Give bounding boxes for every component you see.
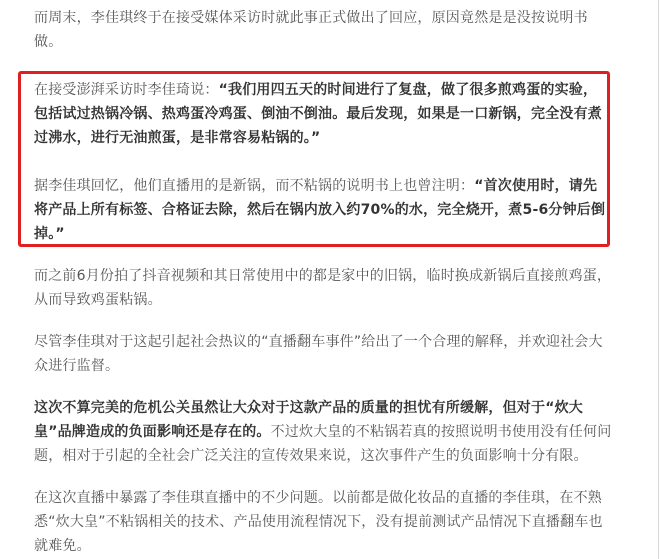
paragraph-response xyxy=(34,6,614,54)
paragraph-crisis-pr xyxy=(34,396,614,468)
quote-interview-bold: “我们用四五天的时间进行了复盘，做了很多煎鸡蛋的实验，包括试过热锅冷锅、热鸡蛋冷鸡蛋、倒油不倒油。最后发现，如果是一口新锅，完全没有煮过沸水，进行无油煎蛋，是非常容易粘锅的。” xyxy=(34,82,602,146)
quote-manual-bold: “首次使用时，请先将产品上所有标签、合格证去除，然后在锅内放入约70%的水，完全烧开，煮5-6分钟后倒掉。” xyxy=(34,178,606,242)
paragraph-explanation xyxy=(34,330,614,378)
crisis-pr-bold: 这次不算完美的危机公关虽然让大众对于这款产品的质量的担忧有所缓解，但对于“炊大皇”品牌造成的负面影响还是存在的。 xyxy=(34,400,583,440)
paragraph-issues-text: 在这次直播中暴露了李佳琪直播中的不少问题。以前都是做化妆品的直播的李佳琪，在不熟悉“炊大皇”不粘锅相关的技术、产品使用流程情况下，没有提前测试产品情况下直播翻车也就难免。 xyxy=(34,490,603,554)
paragraph-old-pan-text: 而之前6月份拍了抖音视频和其日常使用中的都是家中的旧锅，临时换成新锅后直接煎鸡蛋，从而导致鸡蛋粘锅。 xyxy=(34,268,612,308)
paragraph-response-text: 而周末，李佳琪终于在接受媒体采访时就此事正式做出了回应，原因竟然是是没按说明书做。 xyxy=(34,10,588,50)
quote-interview-lead: 在接受澎湃采访时李佳琦说： xyxy=(34,82,219,98)
paragraph-old-pan xyxy=(34,264,614,312)
right-border-line xyxy=(658,0,659,559)
quote-manual-lead: 据李佳琪回忆，他们直播用的是新锅，而不粘锅的说明书上也曾注明： xyxy=(34,178,475,194)
paragraph-explanation-text: 尽管李佳琪对于这起引起社会热议的“直播翻车事件”给出了一个合理的解释，并欢迎社会大众进行监督。 xyxy=(34,334,603,374)
paragraph-quote-interview xyxy=(34,78,606,150)
paragraph-issues xyxy=(34,486,614,558)
crisis-pr-rest: 不过炊大皇的不粘锅若真的按照说明书使用没有任何问题，相对于引起的全社会广泛关注的宣传效果来说，这次事件产生的负面影响十分有限。 xyxy=(34,424,612,464)
paragraph-quote-manual xyxy=(34,174,606,246)
